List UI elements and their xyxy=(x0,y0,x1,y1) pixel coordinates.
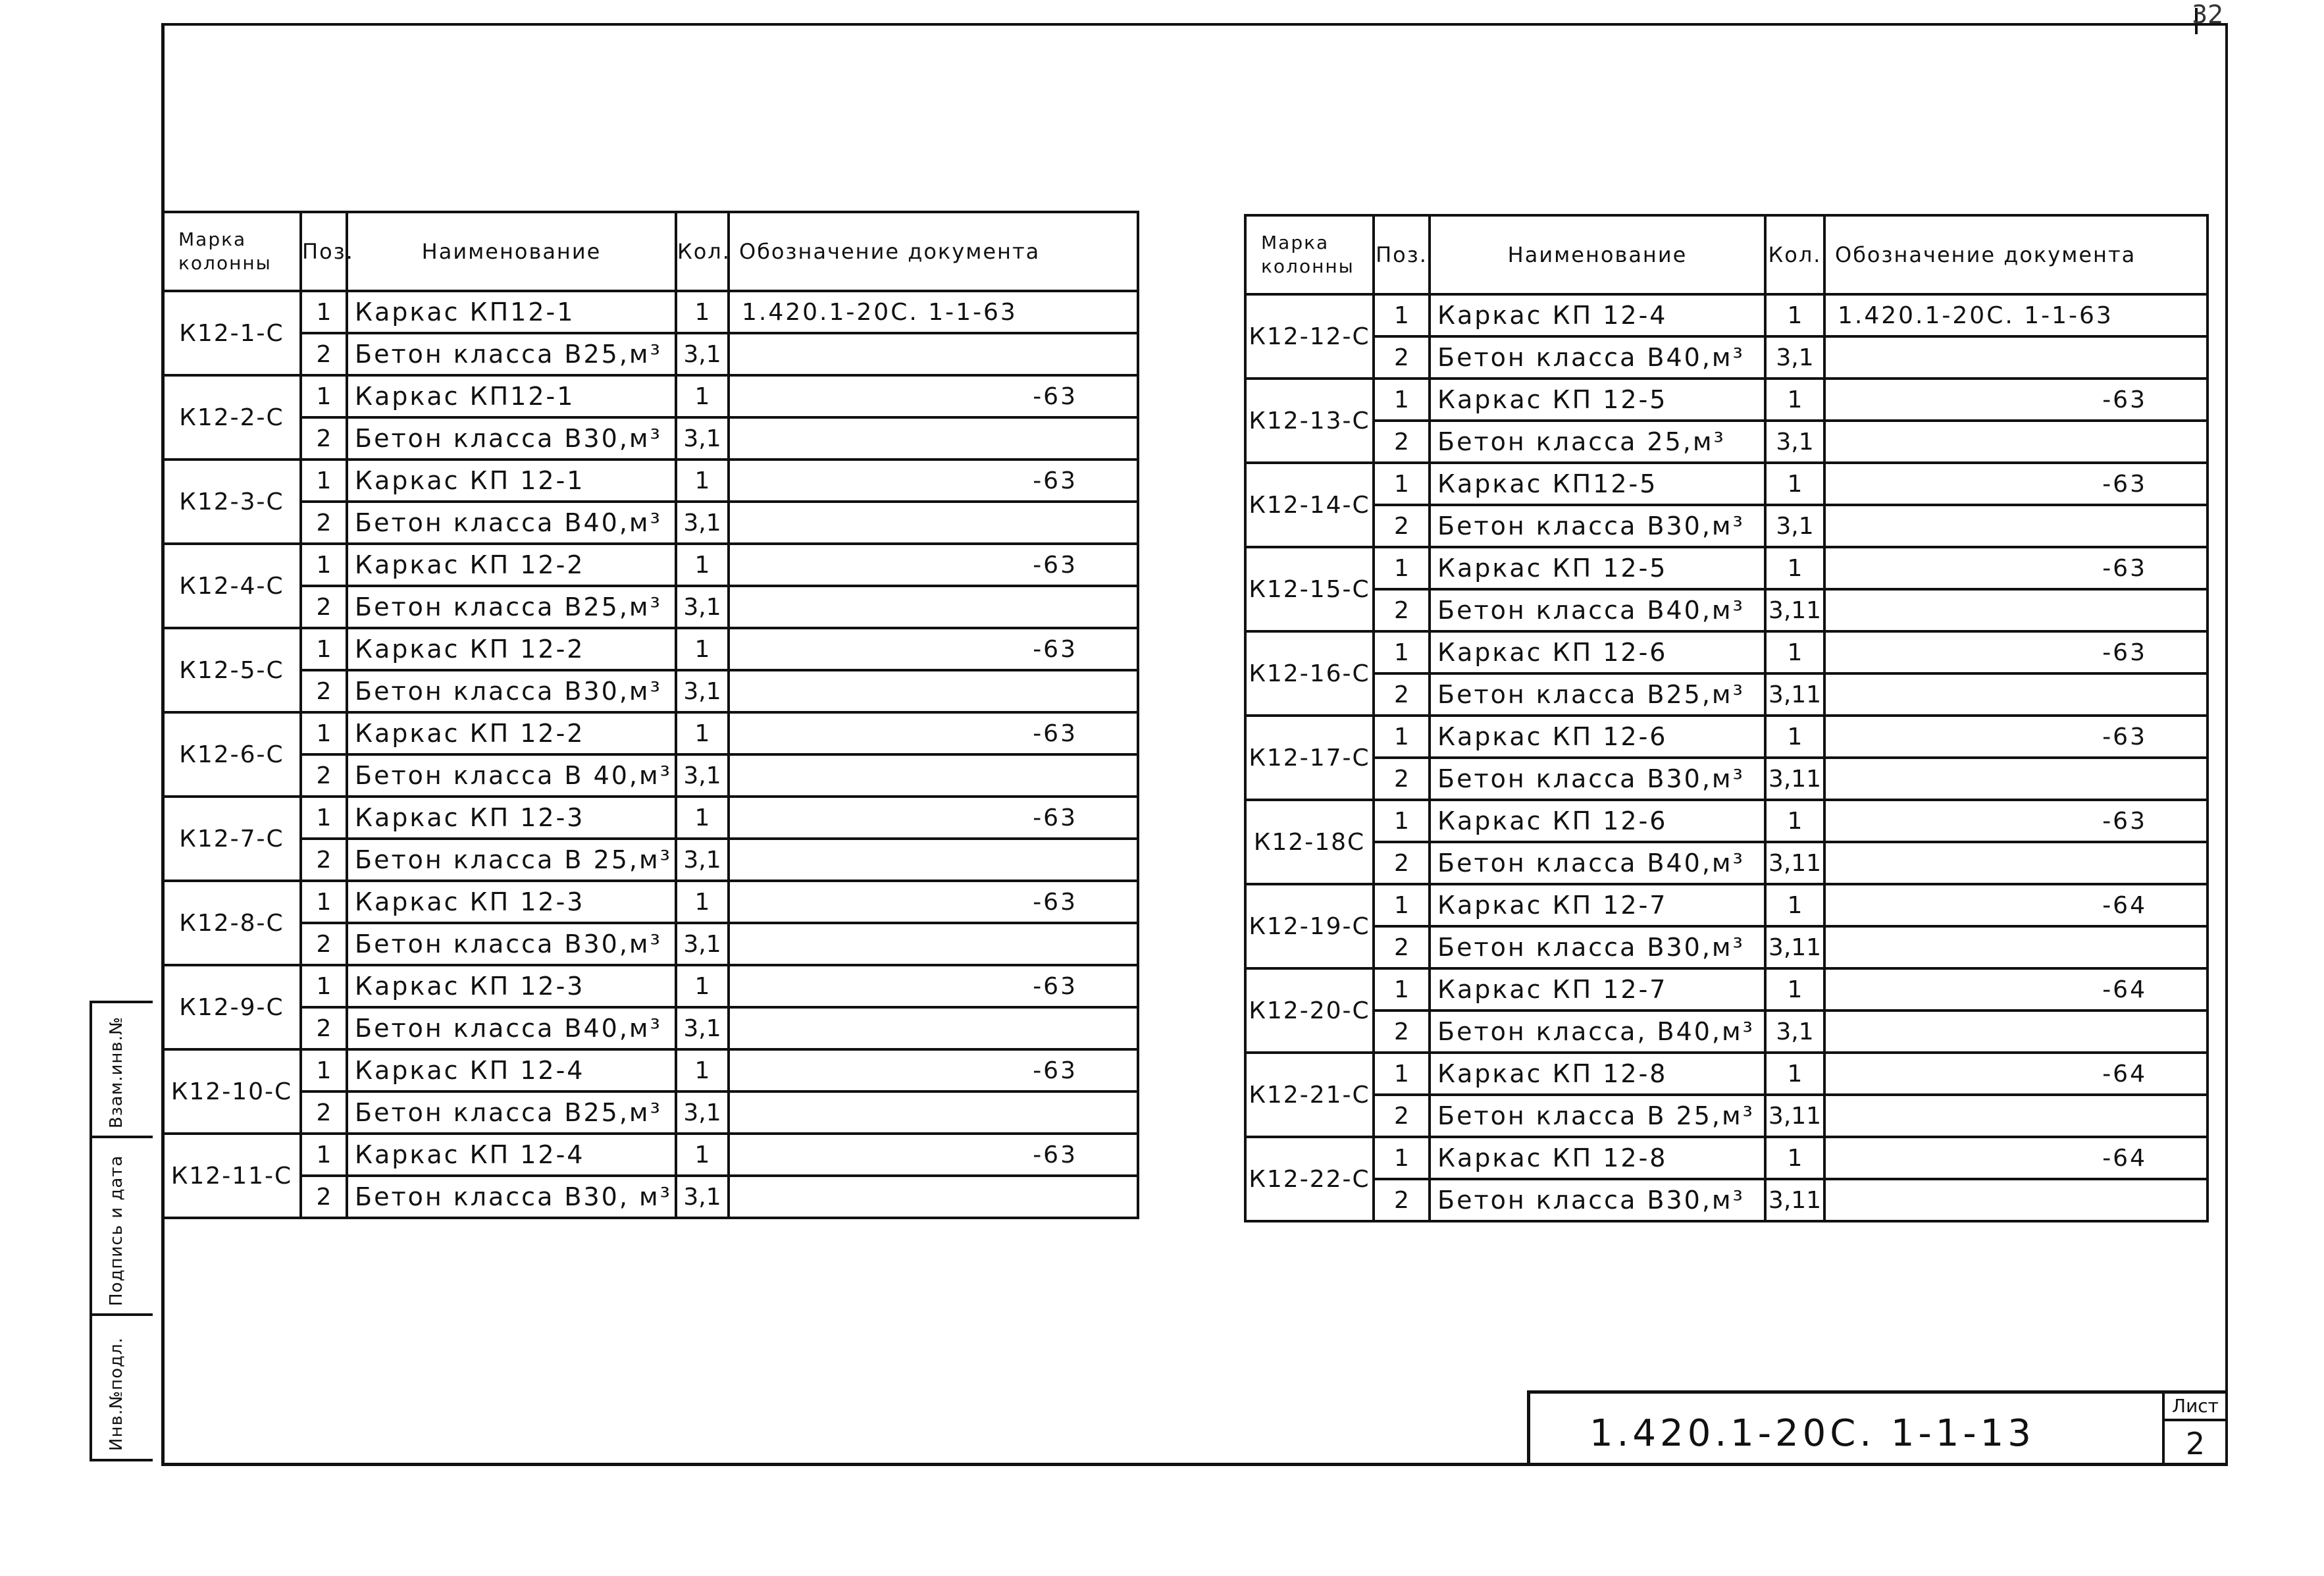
quantity: 1 xyxy=(1765,884,1824,926)
table-row xyxy=(163,797,1138,839)
item-name: Бетон класса В40,м³ xyxy=(1430,589,1765,631)
column-mark: К12-10-С xyxy=(163,1049,301,1134)
header-doc: Обозначение документа xyxy=(1824,215,2208,294)
document-ref: -63 xyxy=(1824,463,2208,505)
column-mark: К12-18С xyxy=(1245,800,1374,884)
table-row xyxy=(1245,673,2208,716)
position-number: 2 xyxy=(301,1176,347,1218)
header-name: Наименование xyxy=(347,212,676,291)
quantity: 1 xyxy=(676,712,729,754)
item-name: Каркас КП 12-7 xyxy=(1430,884,1765,926)
document-ref xyxy=(729,586,1138,628)
table-row xyxy=(163,460,1138,502)
table-row xyxy=(1245,968,2208,1011)
quantity: 1 xyxy=(1765,294,1824,336)
quantity: 1 xyxy=(1765,547,1824,589)
quantity: 1 xyxy=(676,1049,729,1091)
item-name: Каркас КП 12-4 xyxy=(347,1049,676,1091)
position-number: 1 xyxy=(301,881,347,923)
position-number: 2 xyxy=(301,839,347,881)
table-header-row xyxy=(163,212,1138,291)
table-row xyxy=(1245,758,2208,800)
document-ref: -63 xyxy=(1824,379,2208,421)
item-name: Бетон класса В30,м³ xyxy=(347,923,676,965)
table-row xyxy=(163,417,1138,460)
item-name: Бетон класса В25,м³ xyxy=(347,333,676,375)
column-mark: К12-7-С xyxy=(163,797,301,881)
item-name: Бетон класса В30,м³ xyxy=(347,417,676,460)
quantity: 1 xyxy=(676,1134,729,1176)
title-block xyxy=(1527,1390,2226,1466)
header-pos: Поз. xyxy=(301,212,347,291)
table-row xyxy=(163,502,1138,544)
item-name: Каркас КП 12-6 xyxy=(1430,716,1765,758)
document-ref: -63 xyxy=(1824,716,2208,758)
item-name: Бетон класса В40,м³ xyxy=(1430,842,1765,884)
quantity: 1 xyxy=(1765,800,1824,842)
quantity: 1 xyxy=(676,881,729,923)
document-ref xyxy=(1824,421,2208,463)
position-number: 1 xyxy=(1374,1137,1430,1179)
document-ref: -63 xyxy=(729,881,1138,923)
item-name: Каркас КП 12-6 xyxy=(1430,800,1765,842)
stamp-cell-inv-orig xyxy=(92,1316,153,1461)
item-name: Каркас КП 12-5 xyxy=(1430,547,1765,589)
header-mark: Марка колонны xyxy=(163,212,301,291)
document-ref: -64 xyxy=(1824,968,2208,1011)
position-number: 2 xyxy=(1374,758,1430,800)
document-ref: -63 xyxy=(1824,547,2208,589)
item-name: Каркас КП 12-7 xyxy=(1430,968,1765,1011)
position-number: 1 xyxy=(301,460,347,502)
spec-table-right xyxy=(1244,214,2209,1222)
document-ref: -64 xyxy=(1824,1053,2208,1095)
column-mark: К12-1-С xyxy=(163,291,301,375)
position-number: 1 xyxy=(301,712,347,754)
quantity: 3,11 xyxy=(1765,842,1824,884)
position-number: 1 xyxy=(301,965,347,1007)
document-ref xyxy=(729,502,1138,544)
column-mark: К12-12-С xyxy=(1245,294,1374,379)
page-number: 32 xyxy=(2192,0,2224,29)
item-name: Бетон класса, В40,м³ xyxy=(1430,1011,1765,1053)
item-name: Бетон класса В25,м³ xyxy=(347,1091,676,1134)
table-row xyxy=(163,712,1138,754)
item-name: Бетон класса В25,м³ xyxy=(347,586,676,628)
table-row xyxy=(1245,1053,2208,1095)
table-row xyxy=(163,1134,1138,1176)
document-ref xyxy=(729,417,1138,460)
position-number: 2 xyxy=(301,1007,347,1049)
document-ref xyxy=(729,1091,1138,1134)
quantity: 1 xyxy=(1765,1137,1824,1179)
quantity: 3,1 xyxy=(676,333,729,375)
column-mark: К12-6-С xyxy=(163,712,301,797)
position-number: 1 xyxy=(1374,884,1430,926)
item-name: Бетон класса В 40,м³ xyxy=(347,754,676,797)
quantity: 3,11 xyxy=(1765,758,1824,800)
position-number: 2 xyxy=(1374,1095,1430,1137)
header-mark: Марка колонны xyxy=(1245,215,1374,294)
table-row xyxy=(1245,421,2208,463)
document-ref: -63 xyxy=(1824,631,2208,673)
stamp-cell-sign-date xyxy=(92,1138,153,1316)
item-name: Каркас КП 12-8 xyxy=(1430,1137,1765,1179)
quantity: 1 xyxy=(1765,1053,1824,1095)
item-name: Каркас КП 12-5 xyxy=(1430,379,1765,421)
sheet-number: 2 xyxy=(2185,1426,2206,1461)
table-row xyxy=(163,1176,1138,1218)
document-ref: -63 xyxy=(729,460,1138,502)
position-number: 1 xyxy=(301,375,347,417)
quantity: 3,1 xyxy=(676,923,729,965)
table-row xyxy=(1245,716,2208,758)
table-row xyxy=(1245,336,2208,379)
position-number: 1 xyxy=(301,544,347,586)
position-number: 1 xyxy=(1374,1053,1430,1095)
item-name: Каркас КП 12-6 xyxy=(1430,631,1765,673)
table-row xyxy=(163,544,1138,586)
document-code: 1.420.1-20С. 1-1-13 xyxy=(1589,1412,2035,1455)
item-name: Каркас КП 12-1 xyxy=(347,460,676,502)
document-ref xyxy=(1824,842,2208,884)
table-row xyxy=(163,965,1138,1007)
document-ref: -63 xyxy=(729,712,1138,754)
position-number: 2 xyxy=(1374,421,1430,463)
item-name: Каркас КП 12-3 xyxy=(347,965,676,1007)
document-ref: -64 xyxy=(1824,1137,2208,1179)
table-row xyxy=(1245,800,2208,842)
table-row xyxy=(1245,1179,2208,1221)
item-name: Каркас КП 12-4 xyxy=(1430,294,1765,336)
column-mark: К12-8-С xyxy=(163,881,301,965)
document-ref: -63 xyxy=(729,965,1138,1007)
document-ref xyxy=(729,923,1138,965)
document-ref: 1.420.1-20С. 1-1-63 xyxy=(729,291,1138,333)
column-mark: К12-14-С xyxy=(1245,463,1374,547)
item-name: Бетон класса В30,м³ xyxy=(1430,926,1765,968)
position-number: 2 xyxy=(301,502,347,544)
quantity: 1 xyxy=(676,544,729,586)
column-mark: К12-2-С xyxy=(163,375,301,460)
document-ref xyxy=(1824,336,2208,379)
table-row xyxy=(163,839,1138,881)
item-name: Бетон класса 25,м³ xyxy=(1430,421,1765,463)
document-ref xyxy=(1824,1179,2208,1221)
sheet-box xyxy=(2162,1394,2226,1466)
position-number: 1 xyxy=(1374,800,1430,842)
table-row xyxy=(1245,631,2208,673)
table-row xyxy=(163,375,1138,417)
position-number: 2 xyxy=(301,670,347,712)
position-number: 2 xyxy=(1374,673,1430,716)
document-ref xyxy=(1824,673,2208,716)
quantity: 3,1 xyxy=(1765,505,1824,547)
item-name: Каркас КП 12-2 xyxy=(347,628,676,670)
item-name: Бетон класса В 25,м³ xyxy=(347,839,676,881)
table-row xyxy=(1245,379,2208,421)
table-row xyxy=(163,670,1138,712)
position-number: 1 xyxy=(1374,379,1430,421)
column-mark: К12-3-С xyxy=(163,460,301,544)
table-row xyxy=(163,1091,1138,1134)
table-row xyxy=(1245,842,2208,884)
position-number: 2 xyxy=(1374,926,1430,968)
item-name: Бетон класса В30,м³ xyxy=(1430,758,1765,800)
item-name: Бетон класса В30,м³ xyxy=(1430,1179,1765,1221)
stamp-sign-date: Подпись и дата xyxy=(107,1155,126,1306)
quantity: 3,1 xyxy=(1765,1011,1824,1053)
table-header-row xyxy=(1245,215,2208,294)
quantity: 3,1 xyxy=(676,586,729,628)
item-name: Каркас КП 12-3 xyxy=(347,881,676,923)
document-ref: 1.420.1-20С. 1-1-63 xyxy=(1824,294,2208,336)
position-number: 1 xyxy=(1374,463,1430,505)
quantity: 3,1 xyxy=(676,1176,729,1218)
position-number: 2 xyxy=(1374,505,1430,547)
quantity: 3,11 xyxy=(1765,589,1824,631)
quantity: 1 xyxy=(1765,968,1824,1011)
quantity: 3,1 xyxy=(676,670,729,712)
item-name: Каркас КП 12-4 xyxy=(347,1134,676,1176)
column-mark: К12-17-С xyxy=(1245,716,1374,800)
quantity: 1 xyxy=(676,628,729,670)
table-row xyxy=(163,923,1138,965)
quantity: 3,1 xyxy=(676,502,729,544)
quantity: 1 xyxy=(1765,631,1824,673)
quantity: 3,1 xyxy=(676,839,729,881)
document-ref xyxy=(1824,505,2208,547)
document-ref xyxy=(729,333,1138,375)
quantity: 3,1 xyxy=(676,1007,729,1049)
table-row xyxy=(163,333,1138,375)
position-number: 1 xyxy=(301,1134,347,1176)
position-number: 1 xyxy=(1374,294,1430,336)
document-ref: -63 xyxy=(729,797,1138,839)
position-number: 2 xyxy=(1374,1179,1430,1221)
position-number: 2 xyxy=(301,333,347,375)
document-ref: -63 xyxy=(729,375,1138,417)
quantity: 1 xyxy=(676,375,729,417)
quantity: 3,11 xyxy=(1765,1179,1824,1221)
item-name: Бетон класса В30,м³ xyxy=(1430,505,1765,547)
table-row xyxy=(1245,589,2208,631)
table-row xyxy=(163,291,1138,333)
stamp-inv-orig: Инв.№подл. xyxy=(107,1337,126,1451)
quantity: 3,1 xyxy=(1765,421,1824,463)
header-qty: Кол. xyxy=(676,212,729,291)
table-row xyxy=(1245,294,2208,336)
column-mark: К12-13-С xyxy=(1245,379,1374,463)
document-ref: -63 xyxy=(729,1049,1138,1091)
item-name: Бетон класса В40,м³ xyxy=(347,1007,676,1049)
item-name: Бетон класса В40,м³ xyxy=(347,502,676,544)
table-row xyxy=(163,586,1138,628)
column-mark: К12-5-С xyxy=(163,628,301,712)
item-name: Каркас КП 12-8 xyxy=(1430,1053,1765,1095)
table-row xyxy=(163,628,1138,670)
table-row xyxy=(163,881,1138,923)
position-number: 2 xyxy=(301,754,347,797)
header-name: Наименование xyxy=(1430,215,1765,294)
side-stamp xyxy=(90,1001,153,1461)
header-pos: Поз. xyxy=(1374,215,1430,294)
quantity: 3,1 xyxy=(1765,336,1824,379)
item-name: Бетон класса В40,м³ xyxy=(1430,336,1765,379)
position-number: 1 xyxy=(1374,547,1430,589)
table-row xyxy=(1245,1137,2208,1179)
quantity: 1 xyxy=(1765,716,1824,758)
position-number: 2 xyxy=(1374,1011,1430,1053)
position-number: 2 xyxy=(301,1091,347,1134)
position-number: 2 xyxy=(1374,589,1430,631)
table-row xyxy=(163,754,1138,797)
document-ref: -63 xyxy=(1824,800,2208,842)
quantity: 3,11 xyxy=(1765,673,1824,716)
quantity: 3,1 xyxy=(676,417,729,460)
item-name: Каркас КП12-5 xyxy=(1430,463,1765,505)
position-number: 1 xyxy=(301,291,347,333)
table-row xyxy=(1245,505,2208,547)
column-mark: К12-21-С xyxy=(1245,1053,1374,1137)
document-ref xyxy=(1824,1011,2208,1053)
quantity: 3,11 xyxy=(1765,926,1824,968)
position-number: 2 xyxy=(1374,336,1430,379)
table-row xyxy=(1245,547,2208,589)
column-mark: К12-16-С xyxy=(1245,631,1374,716)
table-row xyxy=(1245,926,2208,968)
stamp-cell-inv-replace xyxy=(92,1003,153,1138)
item-name: Бетон класса В25,м³ xyxy=(1430,673,1765,716)
item-name: Каркас КП 12-3 xyxy=(347,797,676,839)
quantity: 1 xyxy=(676,797,729,839)
table-row xyxy=(163,1007,1138,1049)
document-ref: -64 xyxy=(1824,884,2208,926)
item-name: Бетон класса В30,м³ xyxy=(347,670,676,712)
column-mark: К12-11-С xyxy=(163,1134,301,1218)
document-ref xyxy=(729,1176,1138,1218)
position-number: 2 xyxy=(301,923,347,965)
table-row xyxy=(1245,463,2208,505)
table-row xyxy=(163,1049,1138,1091)
quantity: 1 xyxy=(676,965,729,1007)
item-name: Бетон класса В30, м³ xyxy=(347,1176,676,1218)
column-mark: К12-19-С xyxy=(1245,884,1374,968)
position-number: 1 xyxy=(301,1049,347,1091)
document-ref: -63 xyxy=(729,544,1138,586)
table-row xyxy=(1245,1095,2208,1137)
document-ref xyxy=(1824,926,2208,968)
document-ref xyxy=(729,839,1138,881)
header-qty: Кол. xyxy=(1765,215,1824,294)
item-name: Каркас КП 12-2 xyxy=(347,544,676,586)
quantity: 3,11 xyxy=(1765,1095,1824,1137)
document-ref xyxy=(729,670,1138,712)
position-number: 1 xyxy=(1374,631,1430,673)
quantity: 3,1 xyxy=(676,754,729,797)
position-number: 1 xyxy=(301,628,347,670)
document-ref xyxy=(1824,758,2208,800)
document-ref xyxy=(1824,589,2208,631)
quantity: 3,1 xyxy=(676,1091,729,1134)
position-number: 1 xyxy=(301,797,347,839)
position-number: 1 xyxy=(1374,968,1430,1011)
quantity: 1 xyxy=(676,460,729,502)
position-number: 2 xyxy=(1374,842,1430,884)
column-mark: К12-15-С xyxy=(1245,547,1374,631)
column-mark: К12-20-С xyxy=(1245,968,1374,1053)
document-ref xyxy=(729,754,1138,797)
item-name: Каркас КП 12-2 xyxy=(347,712,676,754)
stamp-inv-replace: Взам.инв.№ xyxy=(107,1016,126,1128)
column-mark: К12-22-С xyxy=(1245,1137,1374,1221)
position-number: 2 xyxy=(301,586,347,628)
quantity: 1 xyxy=(676,291,729,333)
item-name: Каркас КП12-1 xyxy=(347,291,676,333)
document-ref: -63 xyxy=(729,628,1138,670)
document-ref: -63 xyxy=(729,1134,1138,1176)
position-number: 2 xyxy=(301,417,347,460)
column-mark: К12-9-С xyxy=(163,965,301,1049)
quantity: 1 xyxy=(1765,379,1824,421)
document-ref xyxy=(1824,1095,2208,1137)
quantity: 1 xyxy=(1765,463,1824,505)
document-ref xyxy=(729,1007,1138,1049)
position-number: 1 xyxy=(1374,716,1430,758)
table-row xyxy=(1245,884,2208,926)
sheet-label: Лист xyxy=(2165,1394,2226,1421)
table-row xyxy=(1245,1011,2208,1053)
column-mark: К12-4-С xyxy=(163,544,301,628)
spec-table-left xyxy=(161,211,1139,1219)
item-name: Каркас КП12-1 xyxy=(347,375,676,417)
item-name: Бетон класса В 25,м³ xyxy=(1430,1095,1765,1137)
header-doc: Обозначение документа xyxy=(729,212,1138,291)
